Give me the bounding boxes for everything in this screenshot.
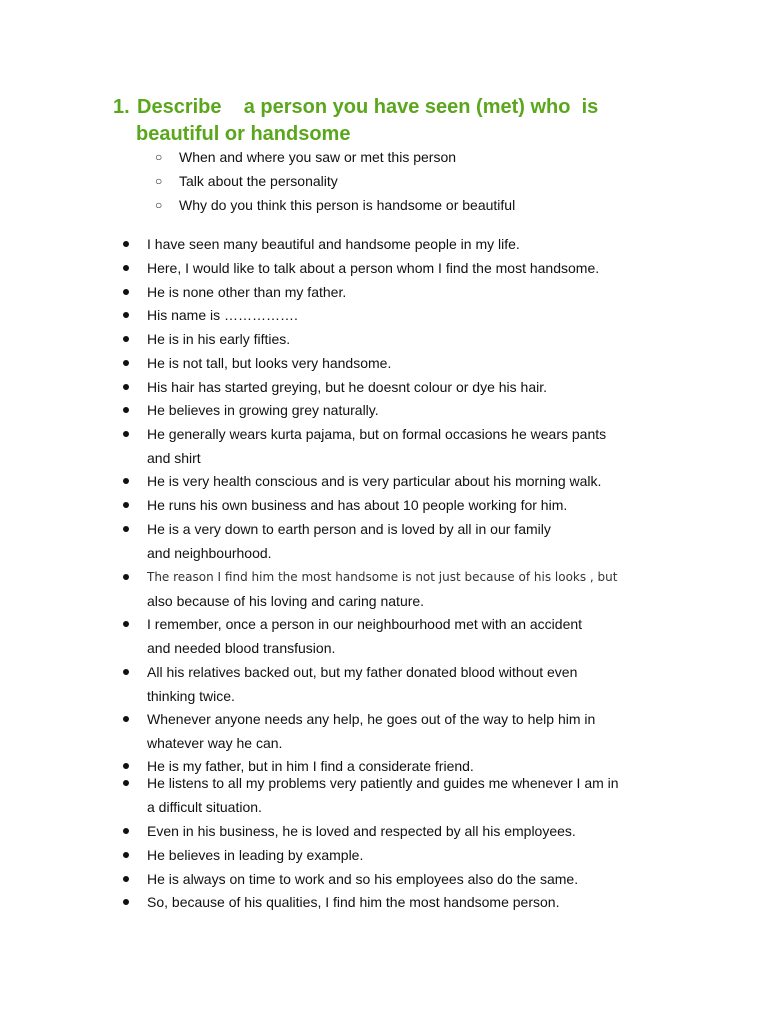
answer-text: He is always on time to work and so his employees also do the same.	[147, 871, 579, 887]
answer-text: He is none other than my father.	[147, 284, 347, 300]
answer-text: He is in his early fifties.	[147, 331, 291, 347]
cue-card-text: Talk about the personality	[179, 173, 338, 189]
answer-text: So, because of his qualities, I find him the most handsome person.	[147, 894, 560, 910]
question-title-line-1: Describe a person you have seen (met) who is	[137, 96, 599, 118]
bullet-dot-icon	[123, 574, 129, 580]
answer-text: He believes in growing grey naturally.	[147, 402, 379, 418]
answer-text: He listens to all my problems very patiently and guides me whenever I am in	[147, 775, 619, 791]
bullet-dot-icon	[123, 621, 129, 627]
bullet-dot-icon	[123, 526, 129, 532]
bullet-dot-icon	[123, 502, 129, 508]
answer-text: and shirt	[147, 450, 201, 466]
answer-text: Even in his business, he is loved and respected by all his employees.	[147, 823, 576, 839]
answer-text: He runs his own business and has about 10 people working for him.	[147, 497, 568, 513]
bullet-dot-icon	[123, 763, 129, 769]
hollow-circle-bullet-icon: ○	[155, 150, 163, 164]
answer-text: whatever way he can.	[147, 735, 283, 751]
bullet-dot-icon	[123, 828, 129, 834]
bullet-dot-icon	[123, 716, 129, 722]
hollow-circle-bullet-icon: ○	[155, 174, 163, 188]
bullet-dot-icon	[123, 241, 129, 247]
answer-text: He generally wears kurta pajama, but on formal occasions he wears pants	[147, 426, 607, 442]
answer-text: He is not tall, but looks very handsome.	[147, 355, 392, 371]
answer-text: and needed blood transfusion.	[147, 640, 336, 656]
bullet-dot-icon	[123, 478, 129, 484]
bullet-dot-icon	[123, 780, 129, 786]
answer-text: He is a very down to earth person and is loved by all in our family	[147, 521, 551, 537]
answer-text: The reason I find him the most handsome is not just because of his looks , but	[147, 570, 618, 584]
bullet-dot-icon	[123, 852, 129, 858]
bullet-dot-icon	[123, 384, 129, 390]
cue-card-text: Why do you think this person is handsome or beautiful	[179, 197, 516, 213]
bullet-dot-icon	[123, 669, 129, 675]
answer-text: also because of his loving and caring nature.	[147, 593, 425, 609]
bullet-dot-icon	[123, 289, 129, 295]
question-number: 1.	[113, 96, 130, 118]
bullet-dot-icon	[123, 876, 129, 882]
bullet-dot-icon	[123, 336, 129, 342]
answer-text: All his relatives backed out, but my father donated blood without even	[147, 664, 578, 680]
answer-text: His hair has started greying, but he doesnt colour or dye his hair.	[147, 379, 547, 395]
bullet-dot-icon	[123, 265, 129, 271]
answer-text: Whenever anyone needs any help, he goes out of the way to help him in	[147, 711, 596, 727]
bullet-dot-icon	[123, 407, 129, 413]
bullet-dot-icon	[123, 899, 129, 905]
answer-text: He believes in leading by example.	[147, 847, 364, 863]
answer-text: thinking twice.	[147, 688, 235, 704]
cue-card-text: When and where you saw or met this person	[179, 149, 457, 165]
bullet-dot-icon	[123, 360, 129, 366]
answer-text: He is very health conscious and is very particular about his morning walk.	[147, 473, 602, 489]
answer-text: I have seen many beautiful and handsome people in my life.	[147, 236, 520, 252]
answer-text: I remember, once a person in our neighbourhood met with an accident	[147, 616, 583, 632]
answer-text: a difficult situation.	[147, 799, 262, 815]
answer-text: He is my father, but in him I find a considerate friend.	[147, 758, 474, 774]
answer-text: His name is …………….	[147, 307, 298, 323]
bullet-dot-icon	[123, 431, 129, 437]
bullet-dot-icon	[123, 312, 129, 318]
answer-text: and neighbourhood.	[147, 545, 272, 561]
hollow-circle-bullet-icon: ○	[155, 198, 163, 212]
question-title-line-2: beautiful or handsome	[136, 123, 351, 145]
answer-text: Here, I would like to talk about a person whom I find the most handsome.	[147, 260, 600, 276]
answer-bullet	[123, 890, 560, 986]
